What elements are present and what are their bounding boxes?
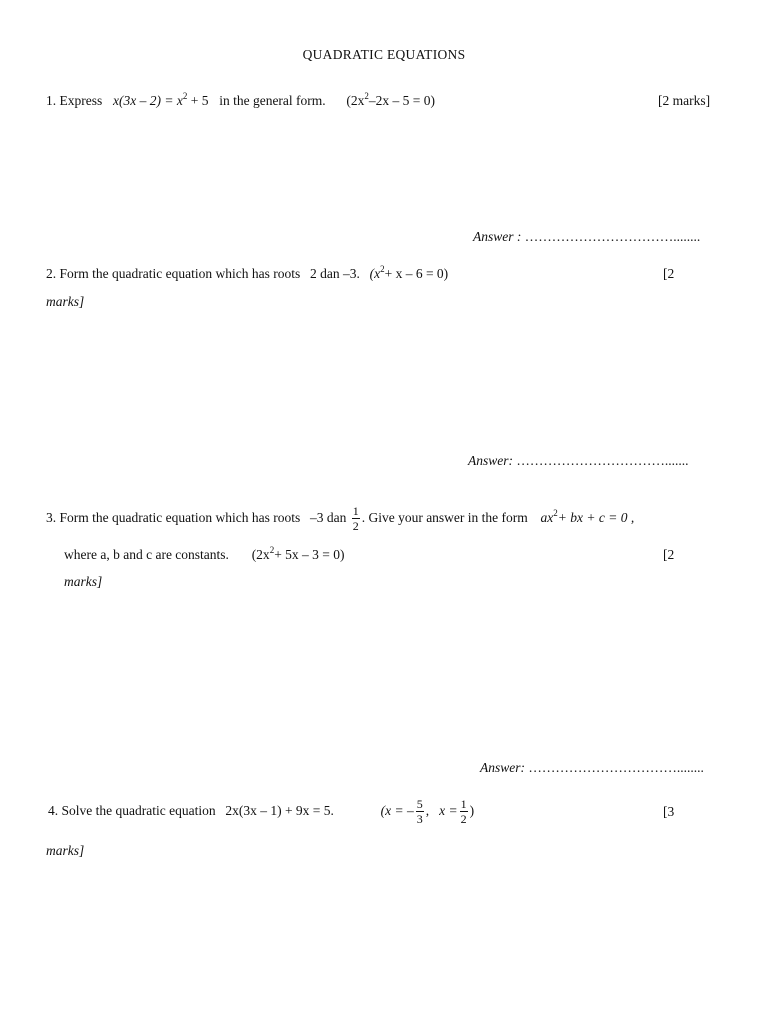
marks: [3	[663, 804, 675, 819]
question-number: 3.	[46, 510, 57, 525]
question-text: where a, b and c are constants.	[64, 547, 229, 562]
marks: marks]	[46, 294, 85, 309]
question-number: 2.	[46, 266, 57, 281]
question-text: . Give your answer in the form	[361, 510, 528, 525]
expected-answer: $(x^2+ x - 6 = 0)$	[369, 264, 449, 281]
marks: [2 marks]	[658, 93, 711, 108]
roots: 2 dan –3.	[309, 266, 360, 281]
answer-line[interactable]	[480, 759, 704, 777]
answer-label: Answer:	[468, 453, 513, 468]
question-text: Form the quadratic equation which has roots	[59, 266, 301, 281]
general-form: $ax^2+$ bx + c = 0 ,	[540, 508, 635, 525]
marks: [2	[663, 266, 675, 281]
expected-answer: $(2x^2-2x - 5 = 0)$	[346, 91, 436, 108]
marks: marks]	[46, 843, 85, 858]
question-3-line-2	[64, 546, 345, 564]
answer-dots: …………………………….......	[516, 453, 689, 468]
answer-dots: ……………………………........	[524, 229, 701, 244]
exponent: 2	[182, 91, 188, 101]
answer-line[interactable]	[468, 452, 689, 470]
question-3	[46, 499, 634, 537]
worksheet-title: QUADRATIC EQUATIONS	[302, 47, 466, 62]
question-4	[48, 791, 474, 831]
answer-label: Answer:	[480, 760, 525, 775]
question-number: 1.	[46, 93, 57, 108]
question-2	[46, 265, 448, 283]
answer-label: Answer :	[473, 229, 522, 244]
expected-answer: (x = – $\frac{5}{3}$ , x = $\frac{1}{2}$ )	[380, 797, 475, 827]
root: –3 dan	[309, 510, 347, 525]
equation-tail: + 5	[190, 93, 209, 108]
question-text: in the general form.	[219, 93, 326, 108]
question-text: Solve the quadratic equation	[61, 803, 216, 818]
fraction: $\frac{1}{2}$	[352, 504, 359, 534]
question-text: Express	[59, 93, 103, 108]
marks: marks]	[64, 574, 103, 589]
equation: x(3x – 2) = x	[113, 93, 183, 108]
question-number: 4.	[48, 803, 59, 818]
marks: [2	[663, 547, 675, 562]
expected-answer: $(2x^2+ 5x - 3 = 0)$	[251, 545, 345, 562]
equation: 2x(3x – 1) + 9x = 5.	[225, 803, 334, 818]
question-1	[46, 92, 435, 110]
question-text: Form the quadratic equation which has roots	[59, 510, 301, 525]
answer-line[interactable]	[473, 228, 700, 246]
answer-dots: ……………………………........	[528, 760, 704, 775]
